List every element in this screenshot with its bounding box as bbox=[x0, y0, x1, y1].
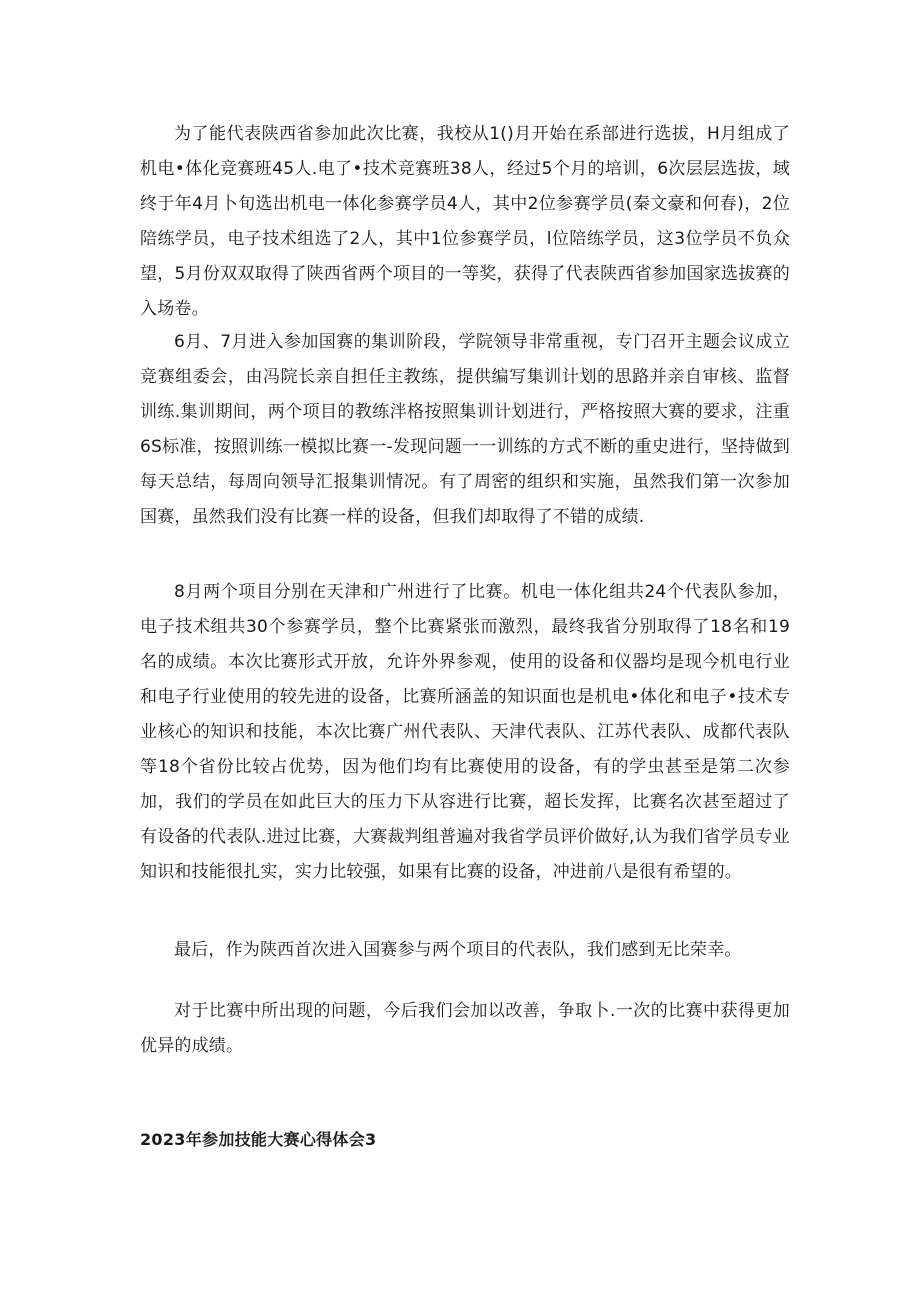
paragraph-improvement: 对于比赛中所出现的问题，今后我们会加以改善，争取卜.一次的比赛中获得更加优异的成绩。 bbox=[140, 1001, 790, 1056]
paragraph-competition: 8月两个项目分别在天津和广州进行了比赛。机电一体化组共24个代表队参加，电子技术组共30个参赛学员，整个比赛紧张而激烈，最终我省分别取得了18名和19名的成绩。本次比赛形式开放，允许外界参观，使用的设备和仪器均是现今机电行业和电子行业使用的较先进的设备，比赛所涵盖的知识面也是机电•体化和电子•技术专业核心的知识和技能，本次比赛广州代表队、天津代表队、江苏代表队、成都代表队等18个省份比较占优势，因为他们均有比赛使用的设备，有的学虫甚至是第二次参加，我们的学员在如此巨大的压力下从容进行比赛，超长发挥，比赛名次甚至超过了有设备的代表队.进过比赛，大赛裁判组普遍对我省学员评价做好,认为我们省学员专业知识和技能很扎实，实力比较强，如果有比赛的设备，冲进前八是很有希望的。 bbox=[140, 582, 790, 882]
paragraph-selection: 为了能代表陕西省参加此次比赛，我校从1()月开始在系部进行选拔，H月组成了机电•体化竞赛班45人.电了•技术竞赛班38人，经过5个月的培训，6次层层选拔，域终于年4月卜旬选出机电一体化参赛学员4人，其中2位参赛学员(秦文豪和何春)，2位陪练学员，电子技术组选了2人，其中1位参赛学员，l位陪练学员，这3位学员不负众望，5月份双双取得了陕西省两个项目的一等奖，获得了代表陕西省参加国家选拔赛的入场卷。 bbox=[140, 124, 790, 319]
paragraph-training: 6月、7月进入参加国赛的集训阶段，学院领导非常重视，专门召开主题会议成立竞赛组委会，由冯院长亲自担任主教练，提供编写集训计划的思路并亲自审核、监督训练.集训期间，两个项目的教练泮格按照集训计划进行，严格按照大赛的要求，注重6S标准，按照训练一模拟比赛一-发现问题一一训练的方式不断的重史进行，坚持做到每天总结，每周向领导汇报集训情况。有了周密的组织和实施，虽然我们第一次参加国赛，虽然我们没有比赛一样的设备，但我们却取得了不错的成绩. bbox=[140, 332, 790, 527]
section-heading: 2023年参加技能大赛心得体会3 bbox=[140, 1130, 377, 1149]
paragraph-honor: 最后，作为陕西首次进入国赛参与两个项目的代表队，我们感到无比荣幸。 bbox=[174, 940, 742, 960]
